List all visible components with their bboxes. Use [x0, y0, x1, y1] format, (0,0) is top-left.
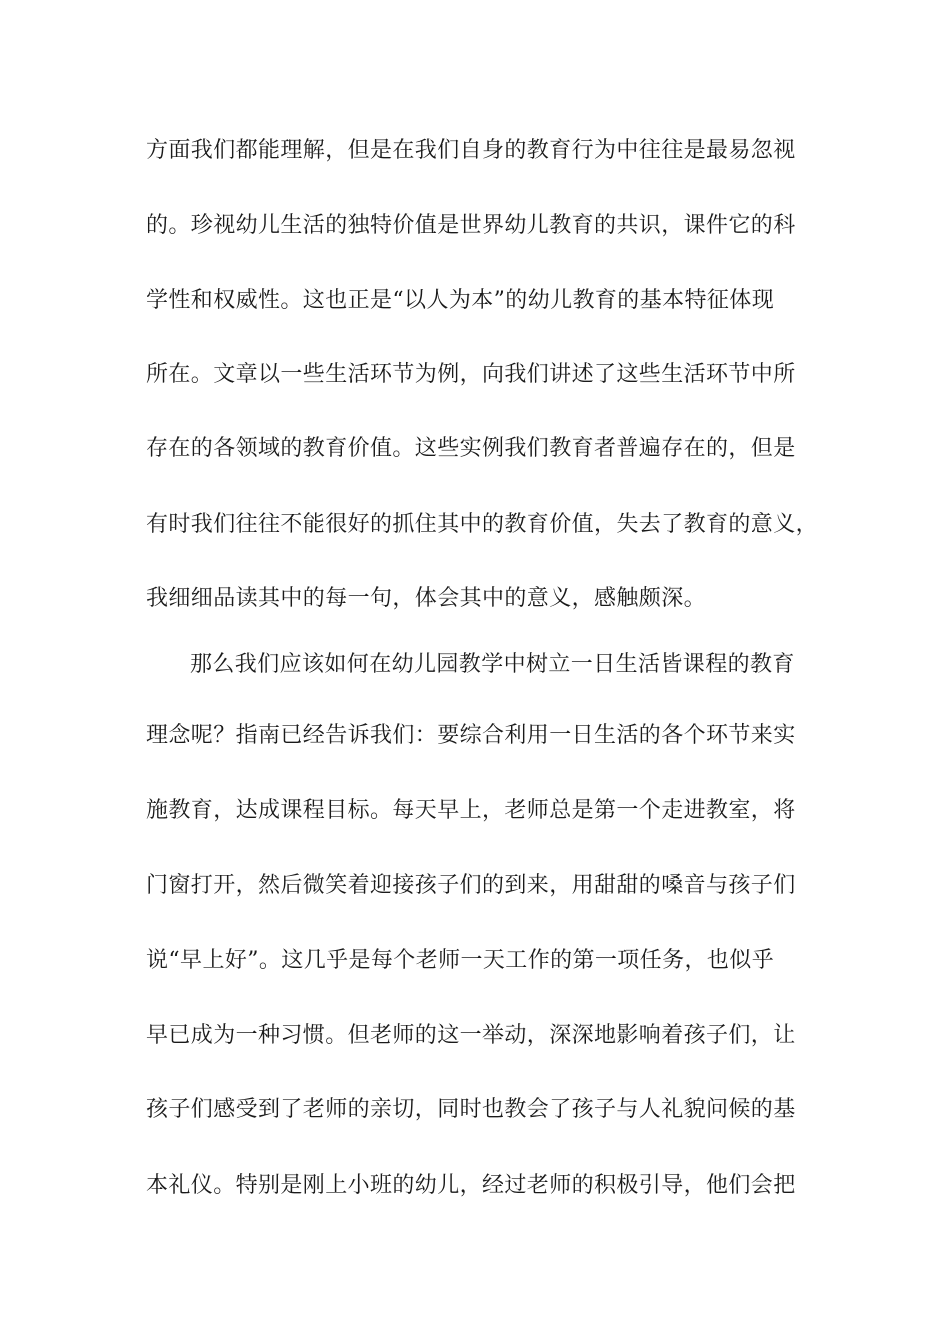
- paragraph-line: 门窗打开，然后微笑着迎接孩子们的到来，用甜甜的嗓音与孩子们: [146, 873, 796, 898]
- paragraph-line: 所在。文章以一些生活环节为例，向我们讲述了这些生活环节中所: [146, 362, 796, 387]
- paragraph-line: 学性和权威性。这也正是“以人为本”的幼儿教育的基本特征体现: [146, 288, 775, 313]
- paragraph-line: 本礼仪。特别是刚上小班的幼儿，经过老师的积极引导，他们会把: [146, 1173, 796, 1198]
- paragraph-line: 施教育，达成课程目标。每天早上，老师总是第一个走进教室，将: [146, 798, 796, 823]
- paragraph-line: 我细细品读其中的每一句，体会其中的意义，感触颇深。: [146, 586, 707, 611]
- paragraph-line: 的。珍视幼儿生活的独特价值是世界幼儿教育的共识，课件它的科: [146, 213, 796, 238]
- paragraph-line: 早已成为一种习惯。但老师的这一举动，深深地影响着孩子们，让: [146, 1023, 796, 1048]
- paragraph-line: 有时我们往往不能很好的抓住其中的教育价值，失去了教育的意义，: [146, 512, 819, 537]
- paragraph-line: 说“早上好”。这几乎是每个老师一天工作的第一项任务，也似乎: [146, 948, 775, 973]
- paragraph-first-line: 那么我们应该如何在幼儿园教学中树立一日生活皆课程的教育: [190, 652, 795, 677]
- paragraph-line: 孩子们感受到了老师的亲切，同时也教会了孩子与人礼貌问候的基: [146, 1097, 796, 1122]
- paragraph-line: 理念呢？指南已经告诉我们：要综合利用一日生活的各个环节来实: [146, 723, 796, 748]
- paragraph-line: 方面我们都能理解，但是在我们自身的教育行为中往往是最易忽视: [146, 138, 796, 163]
- paragraph-line: 存在的各领域的教育价值。这些实例我们教育者普遍存在的，但是: [146, 436, 796, 461]
